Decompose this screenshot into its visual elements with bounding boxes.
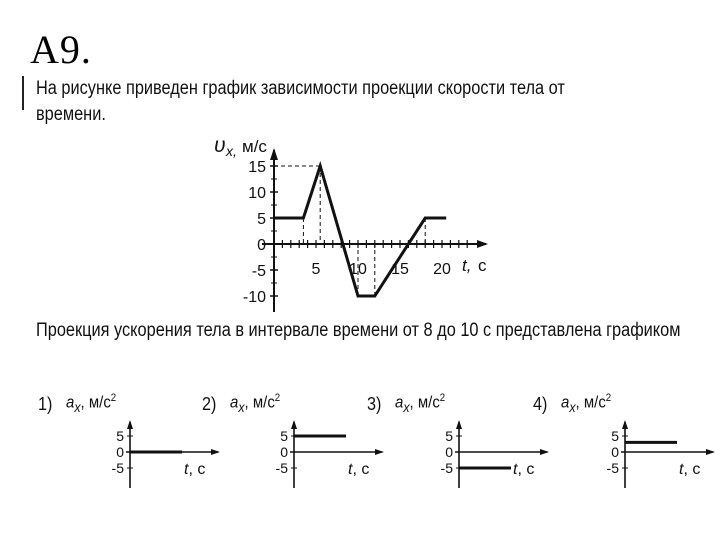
option-axis-label bbox=[561, 392, 611, 416]
accel-unit: , м/с bbox=[244, 392, 275, 412]
option-number: 1) bbox=[38, 394, 53, 414]
option-t-label: t, с bbox=[679, 461, 701, 478]
accel-subscript: x bbox=[238, 400, 245, 417]
option-y-arrow bbox=[622, 420, 628, 429]
option-y-tick: -5 bbox=[275, 460, 288, 476]
option-y-tick: 0 bbox=[445, 444, 453, 460]
option-x-arrow bbox=[706, 449, 715, 455]
y-label-sub: x, bbox=[226, 143, 237, 159]
unit-exponent: 2 bbox=[274, 392, 281, 404]
unit-exponent: 2 bbox=[439, 392, 446, 404]
option-number: 2) bbox=[202, 394, 217, 414]
unit-exponent: 2 bbox=[605, 392, 612, 404]
option-y-tick: -5 bbox=[440, 460, 453, 476]
option-t-label: t, с bbox=[184, 461, 206, 478]
x-axis-arrow bbox=[477, 240, 488, 248]
y-tick-labels bbox=[243, 159, 266, 306]
option-x-arrow bbox=[540, 449, 549, 455]
option-axis-label bbox=[230, 392, 280, 416]
y-label-symbol: υ bbox=[214, 134, 226, 157]
option-graph bbox=[397, 418, 557, 498]
x-tick-labels bbox=[312, 261, 451, 278]
option-y-arrow bbox=[456, 420, 462, 429]
option-t-label: t, с bbox=[348, 461, 370, 478]
y-tick-label: 10 bbox=[248, 185, 266, 202]
accel-unit: , м/с bbox=[575, 392, 606, 412]
option-axis-label bbox=[395, 392, 445, 416]
option-y-arrow bbox=[291, 420, 297, 429]
option-y-tick: 5 bbox=[116, 428, 124, 444]
accel-unit: , м/с bbox=[80, 392, 111, 412]
option-y-tick: 5 bbox=[280, 428, 288, 444]
option-t-label: t, с bbox=[513, 461, 535, 478]
y-tick-label: 15 bbox=[248, 159, 266, 176]
x-tick-label: 5 bbox=[311, 261, 321, 278]
accel-subscript: x bbox=[569, 400, 576, 417]
x-tick-label: 10 bbox=[349, 261, 367, 278]
option-graph bbox=[68, 418, 228, 498]
option-y-tick: -5 bbox=[606, 460, 619, 476]
option-y-arrow bbox=[127, 420, 133, 429]
x-tick-label: 15 bbox=[391, 261, 409, 278]
x-axis-label bbox=[462, 256, 487, 275]
option-y-tick: 0 bbox=[116, 444, 124, 460]
option-axis-label bbox=[66, 392, 116, 416]
option-x-arrow bbox=[375, 449, 384, 455]
accel-subscript: x bbox=[403, 400, 410, 417]
y-label-unit: м/с bbox=[242, 137, 267, 156]
y-tick-label: 0 bbox=[257, 237, 266, 254]
prompt-text: Проекция ускорения тела в интервале времени от 8 до 10 с представлена графиком bbox=[36, 320, 681, 341]
y-tick-label: 5 bbox=[257, 211, 266, 228]
option-x-arrow bbox=[211, 449, 220, 455]
y-tick-label: -10 bbox=[242, 289, 266, 306]
option-y-tick: -5 bbox=[111, 460, 124, 476]
x-tick-label: 20 bbox=[433, 261, 451, 278]
unit-exponent: 2 bbox=[110, 392, 117, 404]
y-axis-arrow bbox=[270, 148, 278, 160]
option-graph bbox=[563, 418, 720, 498]
y-axis-label bbox=[214, 134, 267, 159]
option-y-tick: 5 bbox=[611, 428, 619, 444]
slide-title: A9. bbox=[30, 27, 92, 72]
accel-symbol: a bbox=[230, 392, 239, 412]
option-number: 4) bbox=[533, 394, 548, 414]
accel-subscript: x bbox=[74, 400, 81, 417]
accel-symbol: a bbox=[66, 392, 75, 412]
option-number: 3) bbox=[367, 394, 382, 414]
option-y-tick: 5 bbox=[445, 428, 453, 444]
option-y-tick: 0 bbox=[611, 444, 619, 460]
question-text: На рисунке приведен график зависимости проекции скорости тела от времени. bbox=[36, 78, 565, 125]
accel-symbol: a bbox=[561, 392, 570, 412]
accel-symbol: a bbox=[395, 392, 404, 412]
x-label-symbol: t, bbox=[462, 256, 472, 275]
accel-unit: , м/с bbox=[409, 392, 440, 412]
option-y-tick: 0 bbox=[280, 444, 288, 460]
y-tick-label: -5 bbox=[251, 263, 266, 280]
x-label-unit: с bbox=[478, 256, 487, 275]
option-graph bbox=[232, 418, 392, 498]
